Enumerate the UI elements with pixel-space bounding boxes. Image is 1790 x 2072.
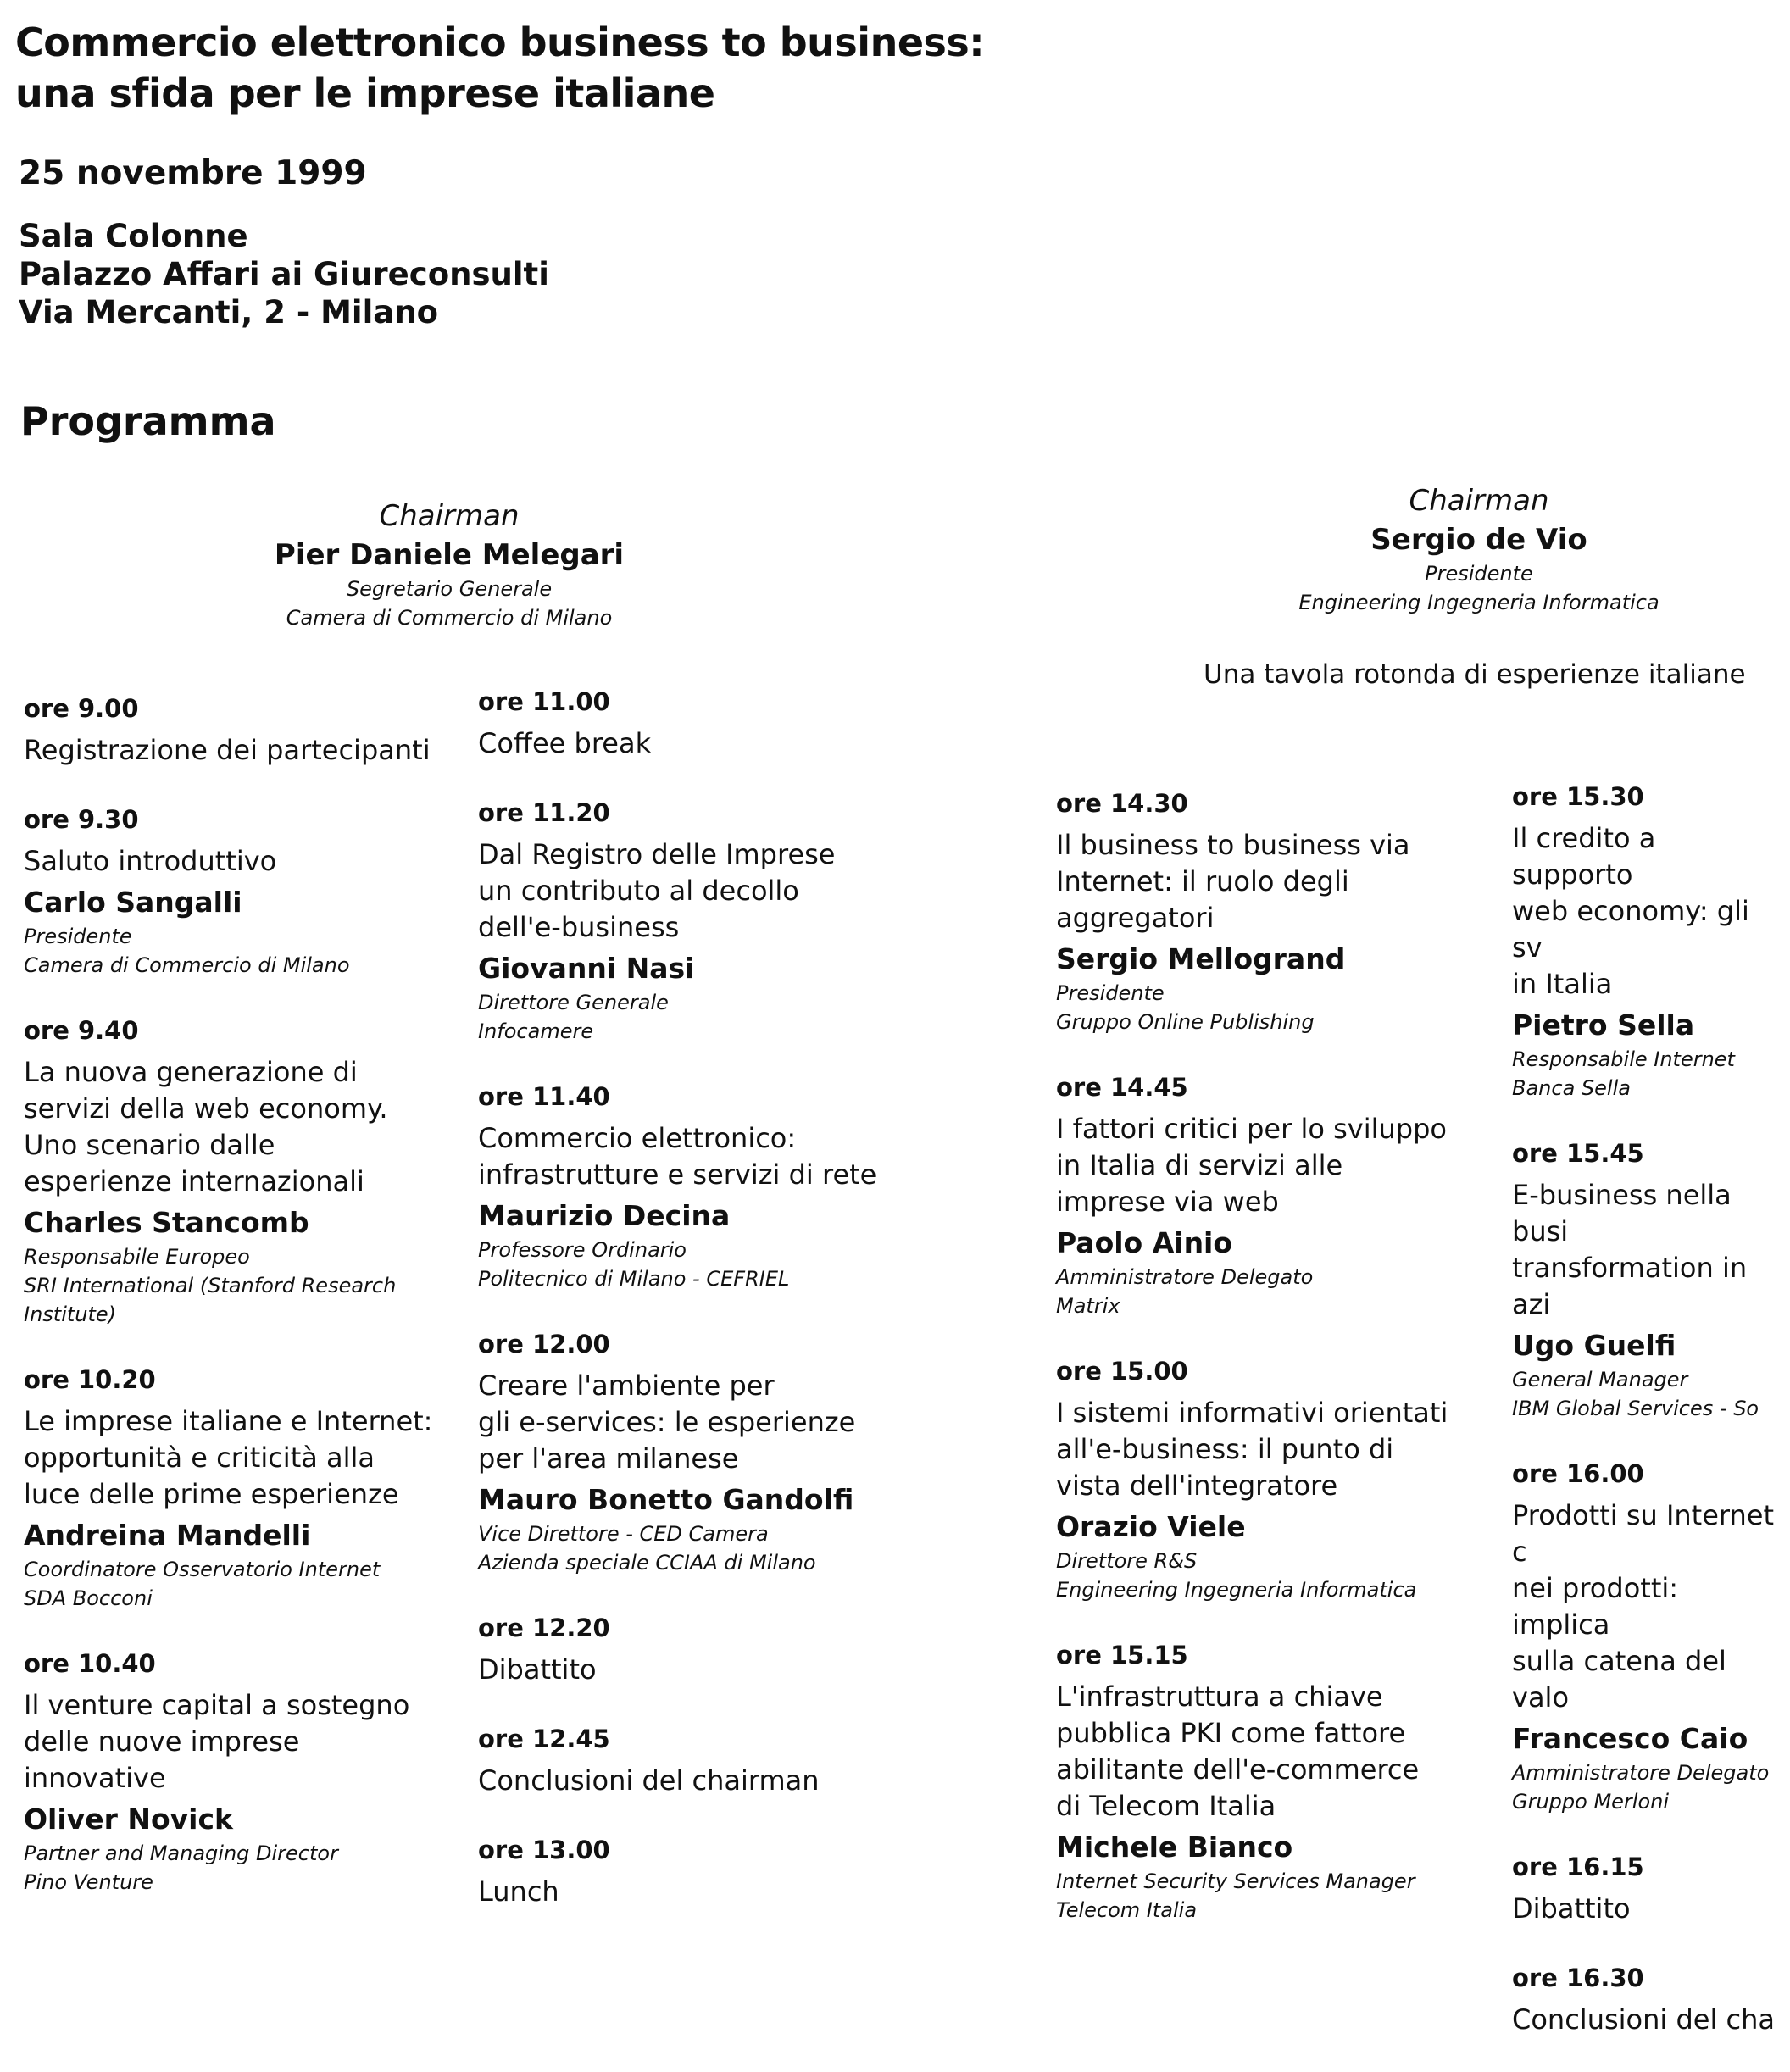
entry-time: ore 11.40	[478, 1082, 610, 1111]
entry-time: ore 16.30	[1512, 1964, 1644, 1992]
entry-topic-line: Il venture capital a sostegno	[24, 1689, 410, 1721]
entry-topic-line: Dal Registro delle Imprese	[478, 838, 836, 870]
entry-topic-line: web economy: gli sv	[1512, 895, 1749, 964]
entry-topic-line: innovative	[24, 1762, 166, 1794]
entry-time: ore 15.45	[1512, 1139, 1644, 1168]
title-line-1: Commercio elettronico business to business:	[15, 19, 985, 65]
entry-time: ore 14.30	[1056, 789, 1188, 818]
speaker-name: Oliver Novick	[24, 1803, 233, 1836]
speaker-name: Ugo Guelfi	[1512, 1329, 1676, 1362]
speaker-role: Partner and Managing Director	[24, 1841, 338, 1865]
schedule-column-1	[24, 692, 448, 1930]
entry-time: ore 12.45	[478, 1725, 610, 1753]
chairman-label: Chairman	[1409, 484, 1549, 518]
entry-topic-line: La nuova generazione di	[24, 1056, 358, 1088]
entry-time: ore 13.00	[478, 1836, 610, 1864]
entry-topic-line: dell'e-business	[478, 911, 680, 943]
speaker-role: Direttore Generale	[478, 991, 669, 1014]
entry-time: ore 9.00	[24, 694, 139, 723]
chairman-role: Presidente	[1425, 562, 1533, 586]
speaker-role: Engineering Ingegneria Informatica	[1056, 1578, 1417, 1602]
section-heading-programma: Programma	[20, 398, 276, 444]
entry-topic-line: esperienze internazionali	[24, 1165, 364, 1197]
entry-time: ore 9.40	[24, 1016, 139, 1045]
entry-topic-line: abilitante dell'e-commerce	[1056, 1753, 1420, 1786]
program-entry	[24, 1014, 448, 1329]
speaker-role: Matrix	[1056, 1294, 1120, 1318]
speaker-name: Sergio Mellogrand	[1056, 942, 1346, 975]
speaker-role: Presidente	[24, 925, 132, 948]
chairman-role: Segretario Generale	[346, 577, 553, 601]
speaker-role: Telecom Italia	[1056, 1898, 1198, 1922]
speaker-name: Maurizio Decina	[478, 1199, 731, 1232]
speaker-role: General Manager	[1512, 1368, 1688, 1392]
entry-time: ore 11.00	[478, 687, 610, 716]
entry-topic-line: Internet: il ruolo degli	[1056, 865, 1349, 897]
speaker-name: Orazio Viele	[1056, 1510, 1246, 1543]
program-entry	[1056, 1638, 1480, 1925]
speaker-role: Presidente	[1056, 981, 1165, 1005]
speaker-role: Camera di Commercio di Milano	[24, 953, 350, 977]
entry-topic-line: sulla catena del valo	[1512, 1645, 1726, 1714]
speaker-role: SDA Bocconi	[24, 1586, 153, 1610]
program-entry	[1056, 1070, 1480, 1320]
entry-topic-line: vista dell'integratore	[1056, 1469, 1338, 1502]
speaker-role: Coordinatore Osservatorio Internet	[24, 1558, 381, 1581]
speaker-role: Institute)	[24, 1303, 117, 1326]
venue-line-2: Palazzo Affari ai Giureconsulti	[19, 256, 549, 292]
entry-topic-line: imprese via web	[1056, 1186, 1279, 1218]
entry-topic-line: un contributo al decollo	[478, 875, 799, 907]
speaker-role: Pino Venture	[24, 1870, 153, 1894]
entry-topic-line: I fattori critici per lo sviluppo	[1056, 1113, 1447, 1145]
entry-topic-line: nei prodotti: implica	[1512, 1572, 1679, 1641]
entry-topic-line: Uno scenario dalle	[24, 1129, 275, 1161]
speaker-name: Francesco Caio	[1512, 1722, 1748, 1755]
program-entry	[1056, 786, 1480, 1036]
entry-time: ore 10.40	[24, 1649, 156, 1678]
venue-line-1: Sala Colonne	[19, 218, 248, 254]
entry-time: ore 15.15	[1056, 1641, 1188, 1669]
entry-topic-line: Commercio elettronico:	[478, 1122, 797, 1154]
program-entry	[1512, 1457, 1783, 1816]
speaker-role: Politecnico di Milano - CEFRIEL	[478, 1267, 790, 1291]
speaker-name: Mauro Bonetto Gandolfi	[478, 1483, 854, 1516]
entry-topic-line: Conclusioni del cha	[1512, 2003, 1775, 2036]
program-entry	[24, 1363, 448, 1613]
program-entry	[1512, 1850, 1783, 1927]
speaker-role: Infocamere	[478, 1019, 594, 1043]
entry-time: ore 11.20	[478, 798, 610, 827]
speaker-role: Responsabile Europeo	[24, 1245, 250, 1269]
entry-topic-line: per l'area milanese	[478, 1442, 739, 1475]
entry-time: ore 15.30	[1512, 782, 1644, 811]
entry-topic-line: di Telecom Italia	[1056, 1790, 1276, 1822]
entry-time: ore 9.30	[24, 805, 139, 834]
program-entry	[1512, 1136, 1783, 1423]
chairman-label: Chairman	[379, 499, 520, 533]
event-date: 25 novembre 1999	[19, 154, 367, 192]
document-title	[15, 17, 984, 119]
entry-topic-line: Il credito a supporto	[1512, 822, 1656, 891]
chairman-name: Pier Daniele Melegari	[274, 538, 625, 572]
entry-topic-line: opportunità e criticità alla	[24, 1442, 375, 1474]
entry-topic-line: Saluto introduttivo	[24, 845, 277, 877]
speaker-name: Charles Stancomb	[24, 1206, 309, 1239]
schedule-column-4	[1512, 780, 1783, 2072]
speaker-name: Andreina Mandelli	[24, 1519, 311, 1552]
chairman-name: Sergio de Vio	[1370, 523, 1587, 557]
schedule-column-2	[478, 685, 885, 1944]
program-entry	[1512, 780, 1783, 1103]
entry-topic-line: Conclusioni del chairman	[478, 1764, 820, 1797]
program-entry	[478, 1611, 885, 1688]
speaker-role: Gruppo Merloni	[1512, 1790, 1670, 1814]
chairman-morning	[212, 497, 687, 632]
entry-time: ore 16.15	[1512, 1853, 1644, 1881]
program-entry	[478, 1327, 885, 1577]
entry-topic-line: all'e-business: il punto di	[1056, 1433, 1394, 1465]
entry-topic-line: E-business nella busi	[1512, 1179, 1732, 1247]
speaker-name: Paolo Ainio	[1056, 1226, 1233, 1259]
speaker-role: Azienda speciale CCIAA di Milano	[478, 1551, 816, 1575]
entry-topic-line: Registrazione dei partecipanti	[24, 734, 431, 766]
chairman-afternoon	[1254, 481, 1704, 617]
entry-topic-line: in Italia di servizi alle	[1056, 1149, 1343, 1181]
entry-time: ore 15.00	[1056, 1357, 1188, 1386]
entry-topic-line: Prodotti su Internet c	[1512, 1499, 1774, 1568]
speaker-name: Michele Bianco	[1056, 1830, 1293, 1864]
speaker-role: IBM Global Services - So	[1512, 1397, 1759, 1420]
chairman-organization: Engineering Ingegneria Informatica	[1298, 591, 1659, 614]
program-entry	[24, 1647, 448, 1897]
entry-topic-line: gli e-services: le esperienze	[478, 1406, 856, 1438]
speaker-name: Pietro Sella	[1512, 1008, 1695, 1042]
entry-time: ore 12.20	[478, 1614, 610, 1642]
speaker-name: Giovanni Nasi	[478, 952, 695, 985]
speaker-role: SRI International (Stanford Research	[24, 1274, 397, 1297]
entry-topic-line: in Italia	[1512, 968, 1613, 1000]
entry-topic-line: Coffee break	[478, 727, 652, 759]
entry-time: ore 12.00	[478, 1330, 610, 1358]
entry-topic-line: Dibattito	[478, 1653, 597, 1686]
speaker-role: Professore Ordinario	[478, 1238, 687, 1262]
speaker-role: Direttore R&S	[1056, 1549, 1198, 1573]
entry-topic-line: L'infrastruttura a chiave	[1056, 1680, 1383, 1713]
entry-topic-line: transformation in azi	[1512, 1252, 1748, 1320]
venue-line-3: Via Mercanti, 2 - Milano	[19, 294, 439, 331]
entry-topic-line: delle nuove imprese	[24, 1725, 300, 1758]
entry-time: ore 16.00	[1512, 1459, 1644, 1488]
entry-time: ore 10.20	[24, 1365, 156, 1394]
entry-time: ore 14.45	[1056, 1073, 1188, 1102]
entry-topic-line: Le imprese italiane e Internet:	[24, 1405, 433, 1437]
program-entry	[1512, 1961, 1783, 2038]
entry-topic-line: aggregatori	[1056, 902, 1215, 934]
entry-topic-line: pubblica PKI come fattore	[1056, 1717, 1406, 1749]
entry-topic-line: Il business to business via	[1056, 829, 1410, 861]
speaker-role: Internet Security Services Manager	[1056, 1869, 1415, 1893]
event-venue	[19, 217, 549, 331]
speaker-role: Amministratore Delegato	[1512, 1761, 1770, 1785]
speaker-role: Vice Direttore - CED Camera	[478, 1522, 769, 1546]
program-entry	[24, 692, 448, 769]
entry-topic-line: luce delle prime esperienze	[24, 1478, 399, 1510]
program-entry	[478, 1833, 885, 1910]
program-entry	[24, 803, 448, 980]
entry-topic-line: Dibattito	[1512, 1892, 1631, 1925]
speaker-role: Responsabile Internet	[1512, 1047, 1735, 1071]
chairman-organization: Camera di Commercio di Milano	[286, 606, 613, 630]
entry-topic-line: Lunch	[478, 1875, 559, 1908]
schedule-column-3	[1056, 786, 1480, 1958]
entry-topic-line: infrastrutture e servizi di rete	[478, 1158, 877, 1191]
speaker-role: Gruppo Online Publishing	[1056, 1010, 1315, 1034]
speaker-name: Carlo Sangalli	[24, 886, 242, 919]
entry-topic-line: Creare l'ambiente per	[478, 1369, 775, 1402]
program-entry	[478, 685, 885, 762]
speaker-role: Amministratore Delegato	[1056, 1265, 1314, 1289]
program-entry	[478, 796, 885, 1046]
entry-topic-line: servizi della web economy.	[24, 1092, 388, 1125]
title-line-2: una sfida per le imprese italiane	[15, 70, 715, 116]
program-entry	[478, 1080, 885, 1293]
roundtable-subtitle: Una tavola rotonda di esperienze italiane	[1204, 659, 1746, 690]
program-entry	[1056, 1354, 1480, 1604]
program-entry	[478, 1722, 885, 1799]
entry-topic-line: I sistemi informativi orientati	[1056, 1397, 1448, 1429]
speaker-role: Banca Sella	[1512, 1076, 1631, 1100]
